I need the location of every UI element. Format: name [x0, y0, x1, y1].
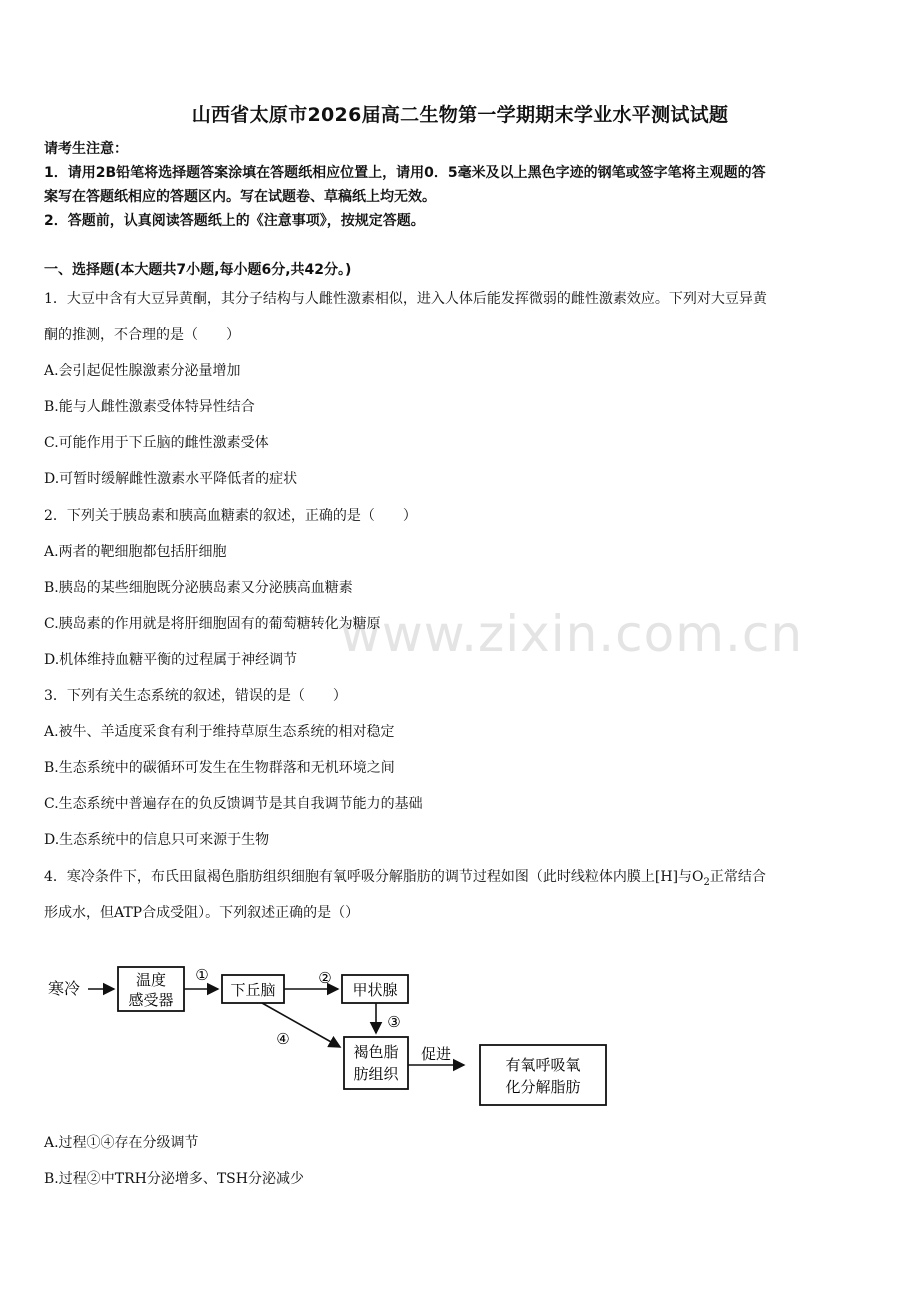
- q2-option-b: B.胰岛的某些细胞既分泌胰岛素又分泌胰高血糖素: [44, 580, 353, 596]
- result-label-2: 化分解脂肪: [505, 1078, 581, 1096]
- q4-stem-a: [44, 865, 880, 895]
- step-2-label: ②: [318, 969, 332, 987]
- brown-fat-label-1: 褐色脂: [353, 1043, 399, 1061]
- page-title: 山西省太原市2026届高二生物第一学期期末学业水平测试试题: [191, 104, 729, 126]
- receptor-label-2: 感受器: [128, 991, 174, 1009]
- regulation-diagram: [40, 955, 620, 1115]
- notice-item-1a: 1．请用2B铅笔将选择题答案涂填在答题纸相应位置上，请用0．5毫米及以上黑色字迹的钢笔或签字笔将主观题的答: [44, 165, 766, 181]
- q4-option-a: A.过程①④存在分级调节: [44, 1135, 199, 1151]
- q2-option-c: C.胰岛素的作用就是将肝细胞固有的葡萄糖转化为糖原: [44, 616, 381, 632]
- q4-stem-b: 形成水，但ATP合成受阻）。下列叙述正确的是（）: [44, 905, 360, 921]
- section-heading: 一、选择题(本大题共7小题,每小题6分,共42分。): [44, 262, 352, 278]
- q3-stem: 3．下列有关生态系统的叙述，错误的是（ ）: [44, 688, 347, 704]
- q1-stem-b: 酮的推测，不合理的是（ ）: [44, 327, 240, 343]
- q3-option-c: C.生态系统中普遍存在的负反馈调节是其自我调节能力的基础: [44, 796, 423, 812]
- q4-stem-subscript: 2: [703, 876, 710, 888]
- cold-label: 寒冷: [48, 979, 81, 998]
- arrow-step-4: [262, 1003, 340, 1047]
- q2-stem: 2．下列关于胰岛素和胰高血糖素的叙述，正确的是（ ）: [44, 508, 417, 524]
- q4-stem-a-part1: 4．寒冷条件下，布氏田鼠褐色脂肪组织细胞有氧呼吸分解脂肪的调节过程如图（此时线粒体内膜上[H]与O: [44, 869, 704, 885]
- notice-item-2: 2．答题前，认真阅读答题纸上的《注意事项》，按规定答题。: [44, 213, 425, 229]
- result-label-1: 有氧呼吸氧: [505, 1056, 581, 1074]
- q1-option-d: D.可暂时缓解雌性激素水平降低者的症状: [44, 471, 298, 487]
- receptor-label-1: 温度: [135, 971, 167, 989]
- q2-option-d: D.机体维持血糖平衡的过程属于神经调节: [44, 652, 298, 668]
- q4-option-b: B.过程②中TRH分泌增多、TSH分泌减少: [44, 1171, 304, 1187]
- brown-fat-label-2: 肪组织: [353, 1065, 399, 1083]
- result-box: [480, 1045, 606, 1105]
- q3-option-d: D.生态系统中的信息只可来源于生物: [44, 832, 270, 848]
- promote-label: 促进: [420, 1045, 452, 1063]
- hypothalamus-label: 下丘脑: [230, 981, 276, 999]
- watermark: www.zixin.com.cn: [340, 605, 804, 663]
- q3-option-a: A.被牛、羊适度采食有利于维持草原生态系统的相对稳定: [44, 724, 395, 740]
- q1-stem-a: 1．大豆中含有大豆异黄酮，其分子结构与人雌性激素相似，进入人体后能发挥微弱的雌性激素效应。下列对大豆异黄: [44, 291, 767, 307]
- notice-item-1b: 案写在答题纸相应的答题区内。写在试题卷、草稿纸上均无效。: [44, 189, 436, 205]
- step-1-label: ①: [195, 966, 209, 984]
- q2-option-a: A.两者的靶细胞都包括肝细胞: [44, 544, 227, 560]
- q1-option-b: B.能与人雌性激素受体特异性结合: [44, 399, 255, 415]
- thyroid-label: 甲状腺: [352, 981, 398, 999]
- notice-header: 请考生注意：: [44, 141, 128, 157]
- step-3-label: ③: [387, 1013, 401, 1031]
- q1-option-c: C.可能作用于下丘脑的雌性激素受体: [44, 435, 269, 451]
- q4-stem-a-part2: 正常结合: [709, 869, 766, 885]
- step-4-label: ④: [276, 1030, 290, 1048]
- q1-option-a: A.会引起促性腺激素分泌量增加: [44, 363, 241, 379]
- q3-option-b: B.生态系统中的碳循环可发生在生物群落和无机环境之间: [44, 760, 395, 776]
